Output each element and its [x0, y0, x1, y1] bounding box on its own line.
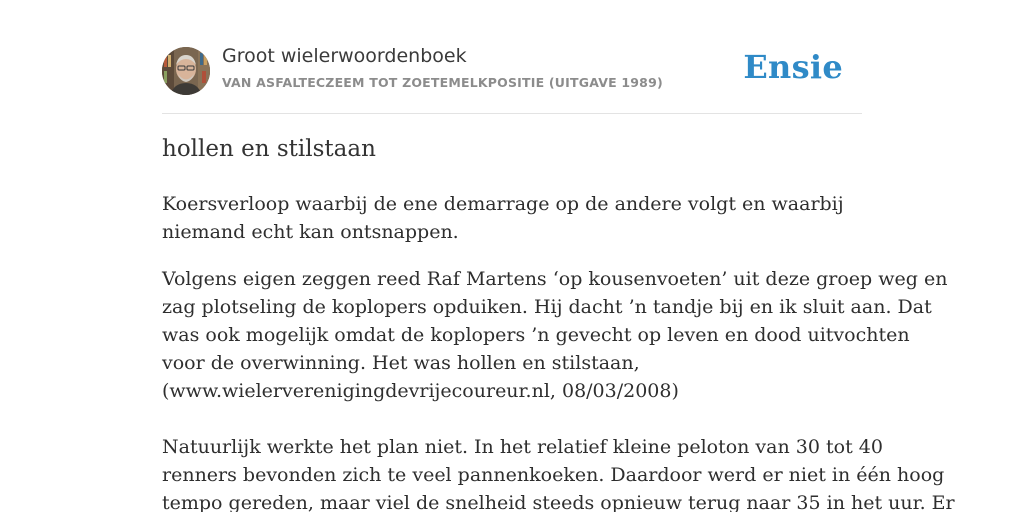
- header: [162, 0, 862, 114]
- book-subtitle: VAN ASFALTECZEEM TOT ZOETEMELKPOSITIE (UITGAVE 1989): [222, 75, 663, 90]
- example-line: renners bevonden zich te veel pannenkoeken. Daardoor werd er niet in één hoog: [162, 464, 945, 486]
- author-photo-icon: [162, 47, 210, 95]
- example-line: Volgens eigen zeggen reed Raf Martens ‘op kousenvoeten’ uit deze groep weg en: [162, 268, 948, 290]
- example-line: was ook mogelijk omdat de koplopers ’n gevecht op leven en dood uitvochten: [162, 324, 910, 346]
- ensie-logo-link[interactable]: Ensie: [743, 48, 843, 86]
- example-line: Natuurlijk werkte het plan niet. In het relatief kleine peloton van 30 tot 40: [162, 436, 883, 458]
- entry-second-example-quote: [162, 433, 955, 512]
- example-line: tempo gereden, maar viel de snelheid steeds opnieuw terug naar 35 in het uur. Er: [162, 492, 955, 512]
- example-line: zag plotseling de koplopers opduiken. Hij dacht ’n tandje bij en ik sluit aan. Dat: [162, 296, 932, 318]
- entry-example-quote: [162, 265, 948, 405]
- example-source-line: (www.wielerverenigingdevrijecoureur.nl, 08/03/2008): [162, 380, 679, 402]
- author-avatar[interactable]: [162, 47, 210, 95]
- entry-definition: Koersverloop waarbij de ene demarrage op de andere volgt en waarbij niemand echt kan ontsnappen.: [162, 193, 844, 243]
- example-line: voor de overwinning. Het was hollen en stilstaan,: [162, 352, 640, 374]
- main-content: [162, 0, 955, 512]
- book-title[interactable]: Groot wielerwoordenboek: [222, 45, 467, 67]
- entry-title: hollen en stilstaan: [162, 136, 376, 162]
